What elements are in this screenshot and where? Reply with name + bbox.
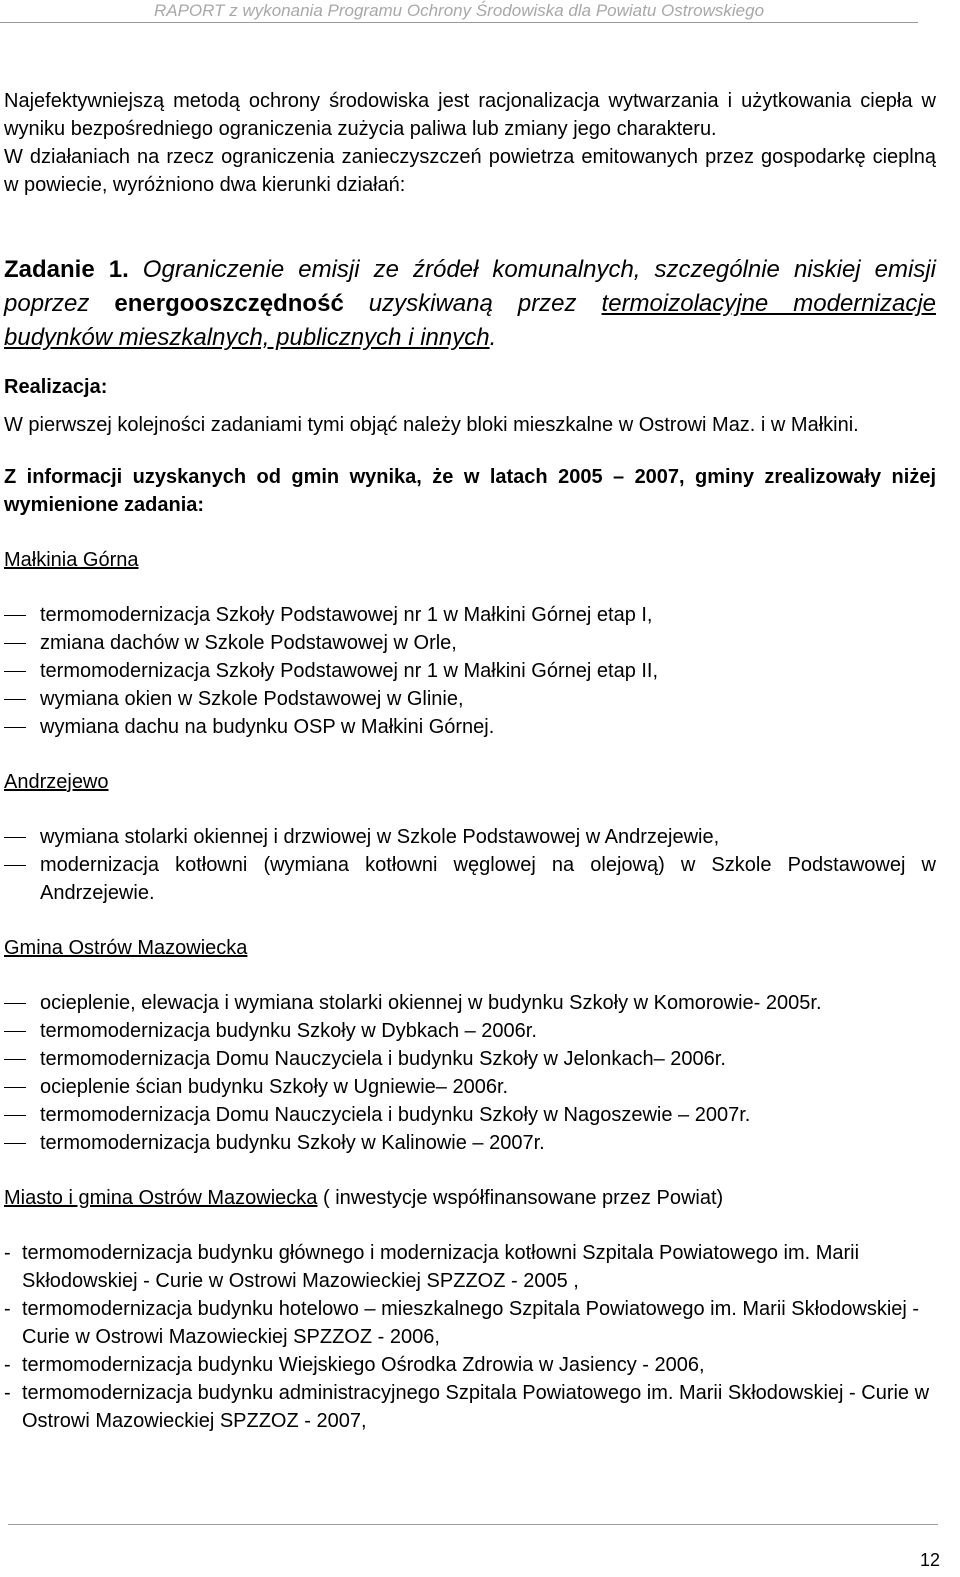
list-item: zmiana dachów w Szkole Podstawowej w Orle, <box>4 629 936 657</box>
miasto-title: Miasto i gmina Ostrów Mazowiecka <box>4 1187 318 1209</box>
list-item: termomodernizacja Domu Nauczyciela i budynku Szkoły w Jelonkach– 2006r. <box>4 1045 936 1073</box>
list-item: wymiana dachu na budynku OSP w Małkini Górnej. <box>4 713 936 741</box>
dash-marker: - <box>4 1382 11 1404</box>
zadanie-paragraph <box>4 253 936 355</box>
summary-paragraph: Z informacji uzyskanych od gmin wynika, że w latach 2005 – 2007, gminy zrealizowały niżej wymienione zadania: <box>4 466 936 516</box>
sections <box>4 546 936 1157</box>
zadanie-strong: energooszczędność <box>114 290 344 317</box>
section-list <box>4 601 936 741</box>
list-item <box>4 1379 936 1435</box>
list-item: termomodernizacja budynku Szkoły w Dybkach – 2006r. <box>4 1017 936 1045</box>
dash-marker: - <box>4 1298 11 1320</box>
intro-paragraph-2: W działaniach na rzecz ograniczenia zanieczyszczeń powietrza emitowanych przez gospodarkę cieplną w powiecie, wyróżniono dwa kierunki działań: <box>4 146 936 196</box>
zadanie-text-2: uzyskiwaną przez <box>368 290 577 317</box>
page-header <box>0 0 918 23</box>
intro-paragraph-1: Najefektywniejszą metodą ochrony środowiska jest racjonalizacja wytwarzania i użytkowania ciepła w wyniku bezpośredniego ograniczenia zużycia paliwa lub zmiany jego charakteru. <box>4 90 936 140</box>
list-item: termomodernizacja budynku Szkoły w Kalinowie – 2007r. <box>4 1129 936 1157</box>
page-body <box>4 87 936 1435</box>
realizacja-label: Realizacja: <box>4 376 108 398</box>
miasto-note: ( inwestycje współfinansowane przez Powiat) <box>317 1187 724 1209</box>
list-item <box>4 1351 936 1379</box>
list-item: wymiana okien w Szkole Podstawowej w Glinie, <box>4 685 936 713</box>
list-item: wymiana stolarki okiennej i drzwiowej w Szkole Podstawowej w Andrzejewie, <box>4 823 936 851</box>
list-item-text: termomodernizacja budynku hotelowo – mieszkalnego Szpitala Powiatowego im. Marii Skłodowskiej - Curie w Ostrowi Mazowieckiej SPZZOZ - 2006, <box>22 1298 920 1348</box>
section <box>4 768 936 907</box>
zadanie-text-1: Ograniczenie emisji ze źródeł komunalnych, szczególnie niskiej emisji poprzez <box>4 256 937 317</box>
section-title: Andrzejewo <box>4 771 109 793</box>
dash-marker: - <box>4 1242 11 1264</box>
dash-marker: - <box>4 1354 11 1376</box>
section-title: Małkinia Górna <box>4 549 139 571</box>
section <box>4 546 936 741</box>
list-item-text: termomodernizacja budynku Wiejskiego Ośrodka Zdrowia w Jasiency - 2006, <box>22 1354 705 1376</box>
list-item: ocieplenie, elewacja i wymiana stolarki okiennej w budynku Szkoły w Komorowie- 2005r. <box>4 989 936 1017</box>
zadanie-end: . <box>489 324 497 351</box>
page-number: 12 <box>919 1550 940 1570</box>
header-title: RAPORT z wykonania Programu Ochrony Środowiska dla Powiatu Ostrowskiego <box>153 1 765 20</box>
list-item-text: termomodernizacja budynku głównego i modernizacja kotłowni Szpitala Powiatowego im. Marii Skłodowskiej - Curie w Ostrowi Mazowieckiej SPZZOZ - 2005 , <box>22 1242 860 1292</box>
section <box>4 934 936 1157</box>
miasto-title-line <box>4 1184 936 1212</box>
list-item: ocieplenie ścian budynku Szkoły w Ugniewie– 2006r. <box>4 1073 936 1101</box>
miasto-list <box>4 1239 936 1435</box>
list-item <box>4 1295 936 1351</box>
list-item <box>4 1239 936 1295</box>
list-item-text: termomodernizacja budynku administracyjnego Szpitala Powiatowego im. Marii Skłodowskiej - Curie w Ostrowi Mazowieckiej SPZZOZ - 2007, <box>22 1382 930 1432</box>
section-title: Gmina Ostrów Mazowiecka <box>4 937 248 959</box>
realizacja-text: W pierwszej kolejności zadaniami tymi objąć należy bloki mieszkalne w Ostrowi Maz. i w Małkini. <box>4 414 859 436</box>
list-item: termomodernizacja Domu Nauczyciela i budynku Szkoły w Nagoszewie – 2007r. <box>4 1101 936 1129</box>
list-item: termomodernizacja Szkoły Podstawowej nr 1 w Małkini Górnej etap I, <box>4 601 936 629</box>
section-list <box>4 823 936 907</box>
list-item: modernizacja kotłowni (wymiana kotłowni węglowej na olejową) w Szkole Podstawowej w Andrzejewie. <box>4 851 936 907</box>
section-list <box>4 989 936 1157</box>
zadanie-label: Zadanie 1. <box>4 256 129 283</box>
footer-divider <box>8 1524 938 1525</box>
list-item: termomodernizacja Szkoły Podstawowej nr 1 w Małkini Górnej etap II, <box>4 657 936 685</box>
zadanie-underlined: termoizolacyjne modernizacje budynków mieszkalnych, publicznych i innych <box>4 290 937 351</box>
